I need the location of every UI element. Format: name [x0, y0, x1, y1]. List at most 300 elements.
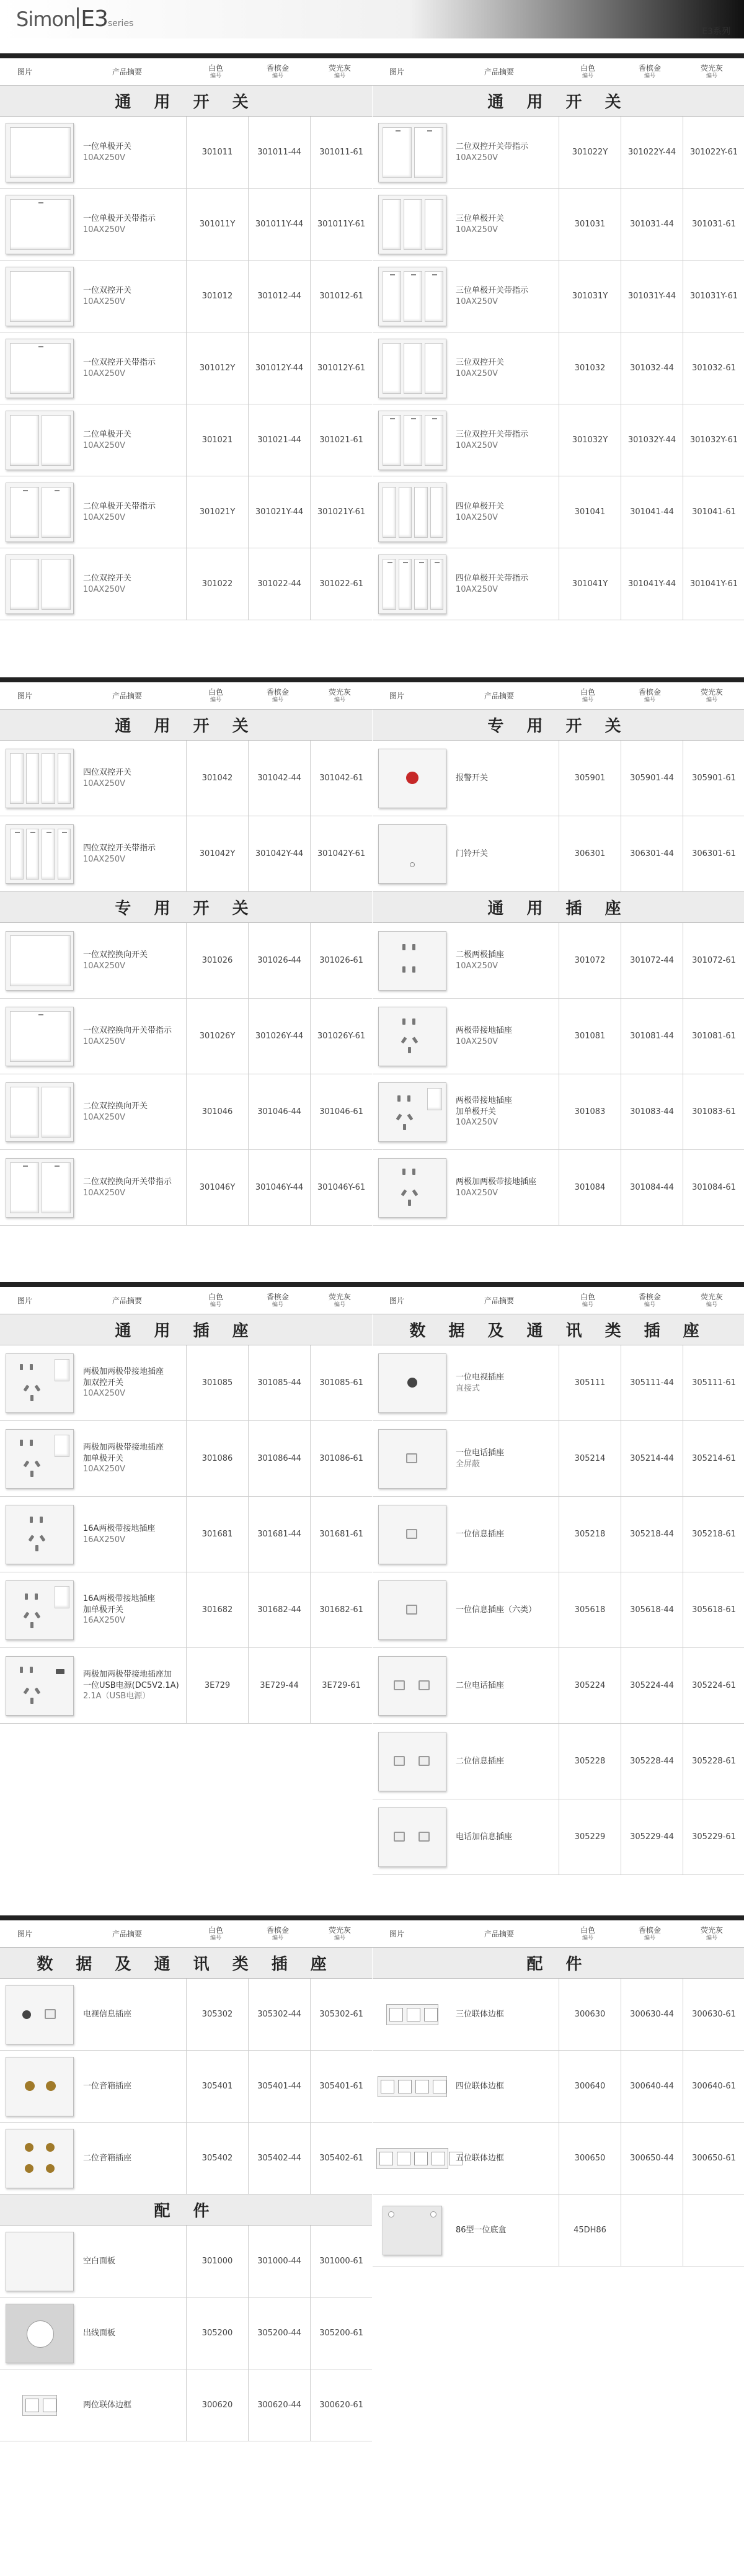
product-summary [83, 999, 182, 1074]
code-gray: 301012Y-61 [310, 332, 372, 404]
product-name: 二位电话插座 [456, 1680, 505, 1690]
product-spec: 10AX250V [456, 1118, 498, 1128]
code-gray: 305228-61 [683, 1724, 744, 1799]
frame [378, 2076, 447, 2097]
socket-plate [378, 1082, 446, 1142]
product-summary [456, 476, 555, 548]
product-row [373, 117, 744, 189]
code-white: 305228 [559, 1724, 621, 1799]
header-cell [0, 1920, 50, 1948]
product-image [4, 2054, 76, 2118]
product-spec: 10AX250V [456, 368, 498, 378]
switch-plate [378, 555, 446, 614]
product-image [4, 1982, 76, 2046]
rj45-port [394, 1832, 405, 1842]
socket-pin [402, 966, 405, 973]
code-gold: 305218-44 [621, 1497, 683, 1572]
product-summary [83, 1150, 182, 1225]
code-gold: 300640-44 [621, 2051, 683, 2122]
code-gray: 301072-61 [683, 923, 744, 998]
header-label: 图片 [389, 691, 404, 700]
header-cell [74, 682, 180, 710]
socket-pin [401, 1189, 407, 1196]
socket-pin [402, 944, 405, 950]
product-row [0, 999, 372, 1074]
header-cell [619, 1287, 681, 1314]
code-white: 301021 [186, 404, 248, 476]
product-spec: 10AX250V [456, 296, 498, 306]
header-cell [557, 58, 619, 86]
code-white: 301012Y [186, 332, 248, 404]
header-sublabel: 编号 [706, 1301, 717, 1308]
socket-pin [35, 1611, 41, 1618]
product-summary [456, 332, 555, 404]
product-summary [456, 1497, 555, 1572]
code-gray: 301086-61 [310, 1421, 372, 1496]
product-name: 四位单极开关 [456, 501, 505, 511]
socket-plate [378, 1656, 446, 1716]
socket-plate [378, 1007, 446, 1066]
product-row [0, 741, 372, 816]
indicator-light [403, 562, 408, 563]
rocker-key [425, 199, 443, 250]
code-gray: 301041-61 [683, 476, 744, 548]
product-image [4, 820, 76, 888]
frame-window [424, 2008, 438, 2021]
code-white: 305214 [559, 1421, 621, 1496]
switch-plate [6, 267, 74, 326]
socket-pin [40, 1535, 46, 1541]
code-white: 305218 [559, 1497, 621, 1572]
socket-plate [378, 1807, 446, 1867]
header-sublabel: 编号 [272, 1935, 283, 1941]
frame-window [43, 2399, 56, 2412]
socket-plate [6, 1656, 74, 1716]
rocker-key [58, 829, 71, 880]
product-image [4, 2126, 76, 2190]
code-gold: 301085-44 [248, 1345, 310, 1420]
header-cell [619, 1920, 681, 1948]
product-summary [456, 1799, 555, 1874]
product-image [4, 264, 76, 328]
product-row [0, 1421, 372, 1497]
product-name: 门铃开关 [456, 849, 489, 858]
table-header [0, 1287, 744, 1314]
header-sublabel: 编号 [644, 73, 655, 79]
product-name: 一位电视插座 [456, 1372, 505, 1382]
frame-window [414, 2152, 428, 2165]
product-name: 报警开关 [456, 773, 489, 783]
header-cell [681, 1920, 743, 1948]
header-sublabel: 编号 [582, 697, 593, 703]
code-gray: 306301-61 [683, 816, 744, 891]
product-image [4, 2301, 76, 2365]
frame-window [379, 2152, 393, 2165]
product-row [373, 189, 744, 261]
code-gold: 300630-44 [621, 1979, 683, 2050]
header-cell [446, 682, 552, 710]
frame-window [398, 2080, 412, 2093]
code-gray: 301022-61 [310, 548, 372, 620]
code-gray [683, 2195, 744, 2266]
rocker-key [10, 487, 39, 538]
header-cell [372, 1920, 422, 1948]
header-label: 香槟金 [638, 1925, 661, 1935]
product-summary [456, 816, 555, 891]
code-gold: 301011-44 [248, 117, 310, 188]
rj45-port [418, 1832, 430, 1842]
product-image [4, 2229, 76, 2293]
product-summary [83, 2369, 182, 2441]
code-gray: 301026-61 [310, 923, 372, 998]
product-name: 二位双控换向开关 [83, 1101, 148, 1111]
switch-plate [378, 195, 446, 254]
code-gold: 305229-44 [621, 1799, 683, 1874]
code-gold: 301042Y-44 [248, 816, 310, 891]
product-summary [456, 999, 555, 1074]
header-label: 荧光灰 [700, 1925, 723, 1935]
frame-window [433, 2080, 446, 2093]
product-summary [456, 548, 555, 620]
product-name: 一位单极开关带指示 [83, 213, 156, 223]
product-name: 一位音箱插座 [83, 2081, 132, 2091]
code-white: 300630 [559, 1979, 621, 2050]
code-white: 301086 [186, 1421, 248, 1496]
product-summary [456, 1345, 555, 1420]
rocker-key [10, 415, 39, 466]
brand-name: Simon [16, 7, 76, 31]
header-label: 香槟金 [266, 1925, 289, 1935]
code-gray: 301085-61 [310, 1345, 372, 1420]
header-cell [446, 1920, 552, 1948]
product-spec: 10AX250V [456, 584, 498, 594]
product-summary [83, 1345, 182, 1420]
product-spec: 10AX250V [83, 368, 126, 378]
rocker-key [430, 559, 444, 610]
code-gold: 301011Y-44 [248, 189, 310, 260]
code-white: 301041Y [559, 548, 621, 620]
rocker-key [42, 1162, 71, 1213]
header-label: 荧光灰 [328, 63, 351, 73]
header-label: 白色 [208, 687, 223, 697]
code-gray: 305402-61 [310, 2123, 372, 2194]
section-divider [0, 1915, 744, 1920]
product-spec: 10AX250V [83, 854, 126, 864]
alarm-button [406, 772, 418, 784]
product-summary [83, 1979, 182, 2050]
product-spec: 10AX250V [83, 778, 126, 788]
code-gold: 301000-44 [248, 2226, 310, 2297]
product-name: 二位双控开关 [83, 573, 132, 583]
socket-pin [35, 1460, 41, 1467]
tv-jack [407, 1378, 417, 1388]
rocker-key [26, 829, 40, 880]
product-name: 二极两极插座 [456, 950, 505, 960]
header-cell [446, 1287, 552, 1314]
product-name: 三位单极开关 [456, 213, 505, 223]
code-gold: 305214-44 [621, 1421, 683, 1496]
header-label: 荧光灰 [328, 1292, 351, 1301]
code-white: 301681 [186, 1497, 248, 1572]
socket-pin [35, 1593, 38, 1600]
rocker-key [414, 559, 428, 610]
socket-pin [408, 1200, 411, 1206]
rocker-key [42, 829, 55, 880]
code-gold: 305618-44 [621, 1572, 683, 1647]
product-summary [456, 1421, 555, 1496]
product-spec: 10AX250V [456, 1036, 498, 1046]
product-name: 四位双控开关带指示 [83, 843, 156, 853]
code-white: 45DH86 [559, 2195, 621, 2266]
product-row [0, 1150, 372, 1226]
code-gold: 301046Y-44 [248, 1150, 310, 1225]
rocker-key [10, 935, 71, 986]
product-row [373, 1648, 744, 1724]
product-row [373, 2051, 744, 2123]
socket-pin [30, 1517, 33, 1523]
switch-plate [378, 483, 446, 542]
product-row [373, 1074, 744, 1150]
code-gray: 301032Y-61 [683, 404, 744, 476]
product-image [4, 1500, 76, 1568]
code-gold: 301042-44 [248, 741, 310, 816]
product-name: 一位双控开关带指示 [83, 357, 156, 367]
socket-plate [378, 824, 446, 884]
socket-plate [6, 1353, 74, 1413]
product-row [0, 1979, 372, 2051]
header-label: 白色 [580, 1925, 595, 1935]
switch-plate [6, 483, 74, 542]
code-white: 300650 [559, 2123, 621, 2194]
switch-plate [378, 339, 446, 398]
product-row [0, 476, 372, 548]
code-white: 301682 [186, 1572, 248, 1647]
indicator-light [388, 562, 392, 563]
rocker-key [55, 1359, 69, 1381]
rocker-key [10, 1162, 39, 1213]
rj45-port [406, 1453, 417, 1463]
code-gold: 3E729-44 [248, 1648, 310, 1723]
code-gold: 305200-44 [248, 2297, 310, 2369]
code-gray: 301031Y-61 [683, 261, 744, 332]
header-cell [309, 58, 371, 86]
product-name: 电话加信息插座 [456, 1832, 513, 1842]
code-gold: 301682-44 [248, 1572, 310, 1647]
category-heading: 配 件 [373, 1948, 744, 1979]
code-white: 301081 [559, 999, 621, 1074]
switch-plate [378, 123, 446, 182]
indicator-light [38, 346, 43, 347]
rocker-key [383, 559, 396, 610]
product-name: 一位单极开关 [83, 141, 132, 151]
product-name: 二位双控开关带指示 [456, 141, 529, 151]
box-hole [388, 2211, 394, 2217]
product-image [376, 2126, 448, 2190]
code-gray: 301042Y-61 [310, 816, 372, 891]
table-header [0, 58, 744, 86]
code-gray: 301021Y-61 [310, 476, 372, 548]
socket-plate [378, 1429, 446, 1489]
socket-pin [407, 1095, 410, 1102]
product-image [376, 1982, 448, 2046]
product-summary [456, 1979, 555, 2050]
code-gold: 305901-44 [621, 741, 683, 816]
product-row [373, 1421, 744, 1497]
product-name: 86型一位底盒 [456, 2225, 507, 2235]
product-name: 两极加两极带接地插座加 一位USB电源(DC5V2.1A) [83, 1670, 179, 1690]
code-white: 305224 [559, 1648, 621, 1723]
socket-pin [35, 1687, 41, 1694]
indicator-light [23, 1165, 28, 1167]
bell-mark [410, 862, 415, 867]
code-gold: 305111-44 [621, 1345, 683, 1420]
header-cell [557, 682, 619, 710]
socket-plate [6, 2129, 74, 2188]
header-cell [681, 682, 743, 710]
code-gray: 305618-61 [683, 1572, 744, 1647]
code-white: 301026Y [186, 999, 248, 1074]
header-label: 荧光灰 [700, 63, 723, 73]
product-row [0, 1572, 372, 1648]
indicator-light [15, 832, 20, 833]
code-gray: 305111-61 [683, 1345, 744, 1420]
indicator-light [55, 490, 60, 491]
rocker-key [404, 271, 422, 322]
indicator-light [30, 832, 35, 833]
speaker-terminal [25, 2164, 33, 2173]
socket-pin [408, 1047, 411, 1053]
product-image [4, 1349, 76, 1417]
product-spec: 10AX250V [456, 440, 498, 450]
code-gold: 301031-44 [621, 189, 683, 260]
category-heading: 配 件 [0, 2195, 372, 2226]
code-white: 301000 [186, 2226, 248, 2297]
code-gray: 301083-61 [683, 1074, 744, 1149]
product-row [373, 2195, 744, 2266]
product-row [0, 404, 372, 476]
socket-pin [30, 1667, 33, 1673]
header-sublabel: 编号 [334, 1935, 345, 1941]
code-white: 301046 [186, 1074, 248, 1149]
code-gray: 301042-61 [310, 741, 372, 816]
rocker-key [42, 753, 55, 804]
frame-window [407, 2008, 420, 2021]
product-name: 二位信息插座 [456, 1756, 505, 1766]
code-gray: 301081-61 [683, 999, 744, 1074]
product-row [373, 476, 744, 548]
product-name: 三位双控开关带指示 [456, 429, 529, 439]
product-image [4, 927, 76, 994]
header-cell [0, 682, 50, 710]
product-spec: 10AX250V [83, 584, 126, 594]
header-label: 白色 [580, 1292, 595, 1301]
product-summary [83, 1572, 182, 1647]
product-row [373, 1572, 744, 1648]
product-row [0, 1648, 372, 1724]
product-name: 三位联体边框 [456, 2009, 505, 2019]
product-image [376, 336, 448, 400]
product-summary [456, 117, 555, 188]
indicator-light [46, 832, 51, 833]
product-row [0, 816, 372, 892]
header-sublabel: 编号 [334, 697, 345, 703]
header-sublabel: 编号 [644, 1935, 655, 1941]
rocker-key [10, 343, 71, 394]
product-image [376, 927, 448, 994]
header-cell [0, 1287, 50, 1314]
code-gray: 300630-61 [683, 1979, 744, 2050]
code-white: 305618 [559, 1572, 621, 1647]
rocker-key [42, 559, 71, 610]
socket-plate [378, 931, 446, 991]
header-sublabel: 编号 [272, 697, 283, 703]
code-gold: 300650-44 [621, 2123, 683, 2194]
socket-plate [6, 2304, 74, 2363]
socket-pin [35, 1384, 41, 1391]
product-summary [83, 548, 182, 620]
socket-pin [24, 1460, 30, 1467]
product-image [4, 120, 76, 184]
product-row [373, 741, 744, 816]
rocker-key [427, 1088, 442, 1110]
product-image [4, 1425, 76, 1492]
rocker-key [10, 1087, 39, 1138]
product-row [0, 332, 372, 404]
product-spec: 10AX250V [83, 440, 126, 450]
header-label: 产品摘要 [484, 1296, 514, 1305]
header-label: 荧光灰 [328, 687, 351, 697]
category-heading: 通 用 插 座 [373, 892, 744, 923]
code-gold: 301021-44 [248, 404, 310, 476]
header-cell [372, 682, 422, 710]
code-gray: 305224-61 [683, 1648, 744, 1723]
indicator-light [435, 562, 440, 563]
product-image [376, 1576, 448, 1644]
product-row [373, 1979, 744, 2051]
product-name: 五位联体边框 [456, 2153, 505, 2163]
product-summary [456, 2195, 555, 2266]
code-white: 301042 [186, 741, 248, 816]
code-white: 301084 [559, 1150, 621, 1225]
category-heading: 数 据 及 通 讯 类 插 座 [0, 1948, 372, 1979]
code-gray: 301012-61 [310, 261, 372, 332]
rocker-key [399, 487, 412, 538]
section-divider [0, 677, 744, 682]
code-white: 305111 [559, 1345, 621, 1420]
cable-outlet [27, 2320, 54, 2348]
category-heading: 数 据 及 通 讯 类 插 座 [373, 1314, 744, 1345]
socket-plate [378, 1505, 446, 1564]
code-gold: 301681-44 [248, 1497, 310, 1572]
code-gold: 305224-44 [621, 1648, 683, 1723]
switch-plate [6, 339, 74, 398]
product-name: 三位单极开关带指示 [456, 285, 529, 295]
code-gold: 301022Y-44 [621, 117, 683, 188]
product-name: 两极加两极带接地插座 加双控开关 [83, 1367, 164, 1388]
header-label: 荧光灰 [328, 1925, 351, 1935]
socket-pin [412, 944, 415, 950]
category-heading: 通 用 开 关 [373, 86, 744, 117]
brand-series-word: series [107, 19, 134, 29]
code-gold: 301084-44 [621, 1150, 683, 1225]
product-row [0, 261, 372, 332]
code-gold: 301081-44 [621, 999, 683, 1074]
header-sublabel: 编号 [644, 697, 655, 703]
rocker-key [404, 343, 422, 394]
socket-plate [6, 2057, 74, 2116]
header-cell [185, 1920, 247, 1948]
product-image [4, 1078, 76, 1146]
